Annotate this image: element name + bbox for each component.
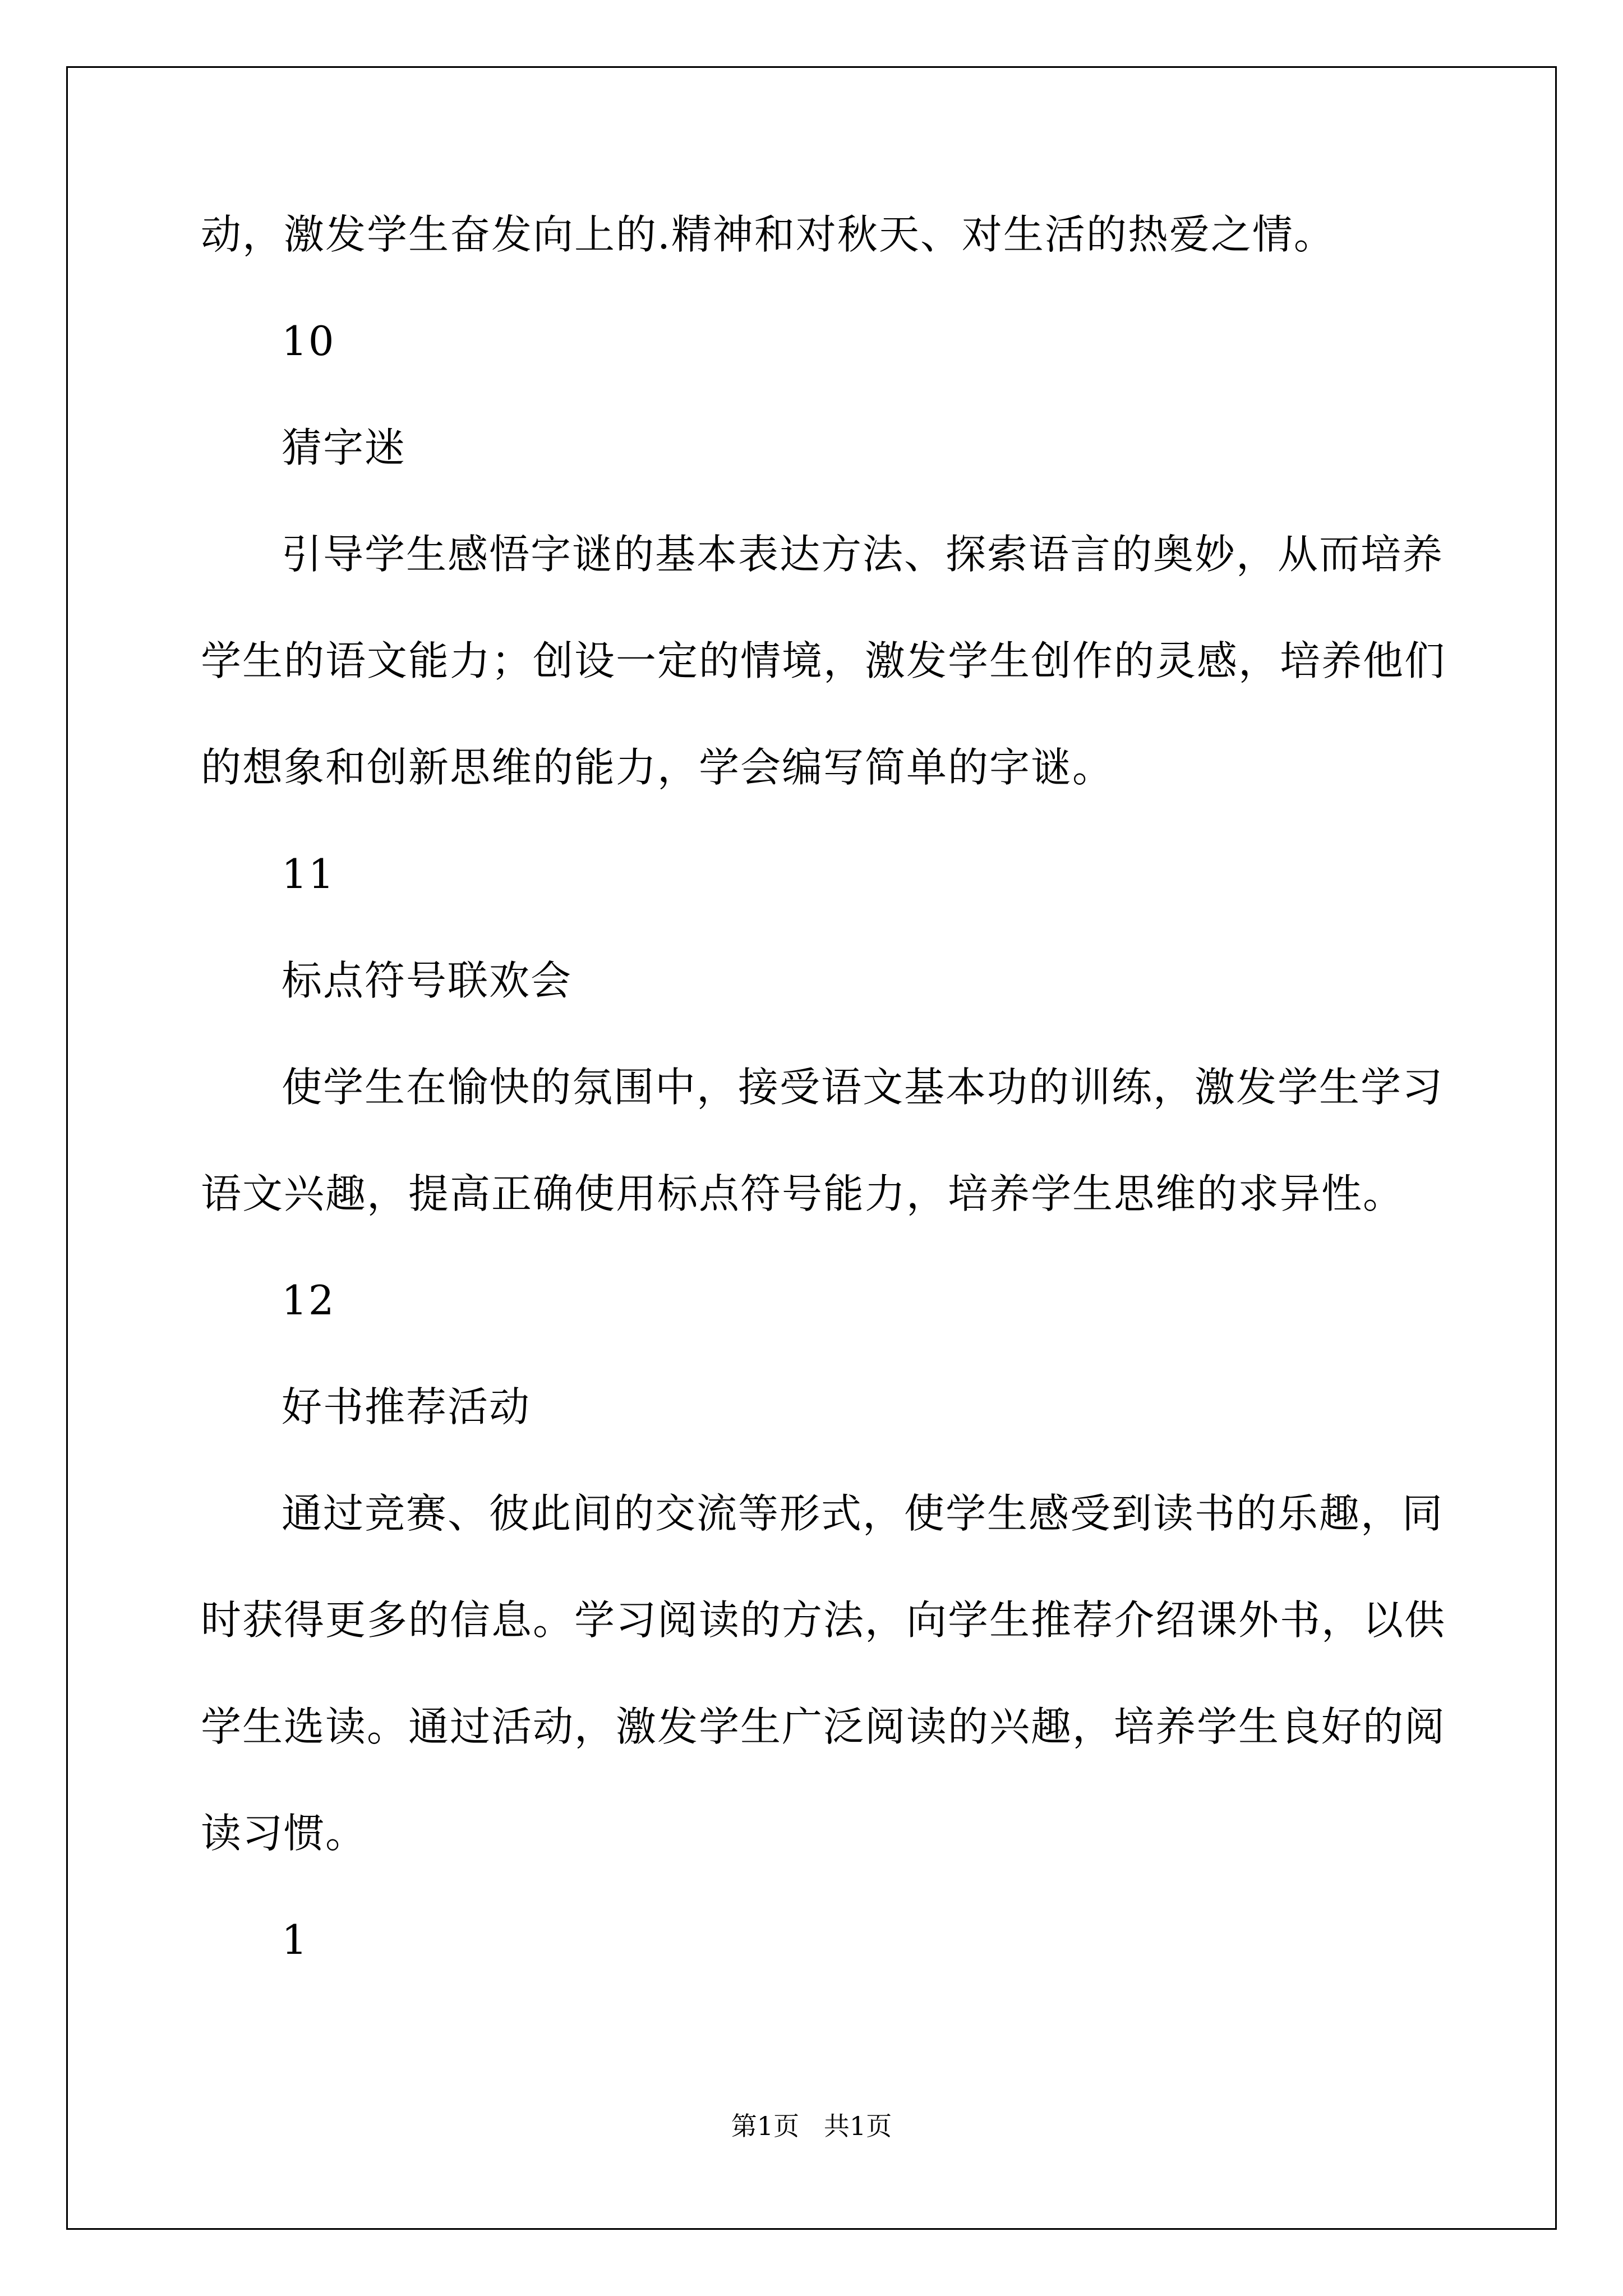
section-number: 12 (282, 1277, 335, 1324)
section-title: 标点符号联欢会 (282, 957, 573, 1004)
paragraph-line: 读习惯。 (201, 1810, 367, 1857)
paragraph-line: 使学生在愉快的氛围中，接受语文基本功的训练，激发学生学习 (282, 1064, 1444, 1111)
section-title: 猜字迷 (282, 424, 407, 471)
section-number: 11 (282, 850, 335, 898)
section-number: 1 (282, 1916, 308, 1963)
page-border (66, 66, 1557, 2230)
section-number: 10 (282, 318, 335, 365)
paragraph-line: 学生的语文能力；创设一定的情境，激发学生创作的灵感，培养他们 (201, 637, 1446, 684)
paragraph-line: 学生选读。通过活动，激发学生广泛阅读的兴趣，培养学生良好的阅 (201, 1703, 1446, 1750)
paragraph-line: 时获得更多的信息。学习阅读的方法，向学生推荐介绍课外书，以供 (201, 1596, 1446, 1644)
section-title: 好书推荐活动 (282, 1383, 531, 1430)
paragraph-line: 通过竞赛、彼此间的交流等形式，使学生感受到读书的乐趣，同 (282, 1490, 1444, 1537)
paragraph-line: 动，激发学生奋发向上的.精神和对秋天、对生活的热爱之情。 (201, 211, 1335, 258)
paragraph-line: 的想象和创新思维的能力，学会编写简单的字谜。 (201, 744, 1114, 791)
page-footer: 第1页 共1页 (731, 2111, 892, 2141)
paragraph-line: 语文兴趣，提高正确使用标点符号能力，培养学生思维的求异性。 (201, 1170, 1405, 1217)
paragraph-line: 引导学生感悟字谜的基本表达方法、探索语言的奥妙，从而培养 (282, 531, 1444, 578)
